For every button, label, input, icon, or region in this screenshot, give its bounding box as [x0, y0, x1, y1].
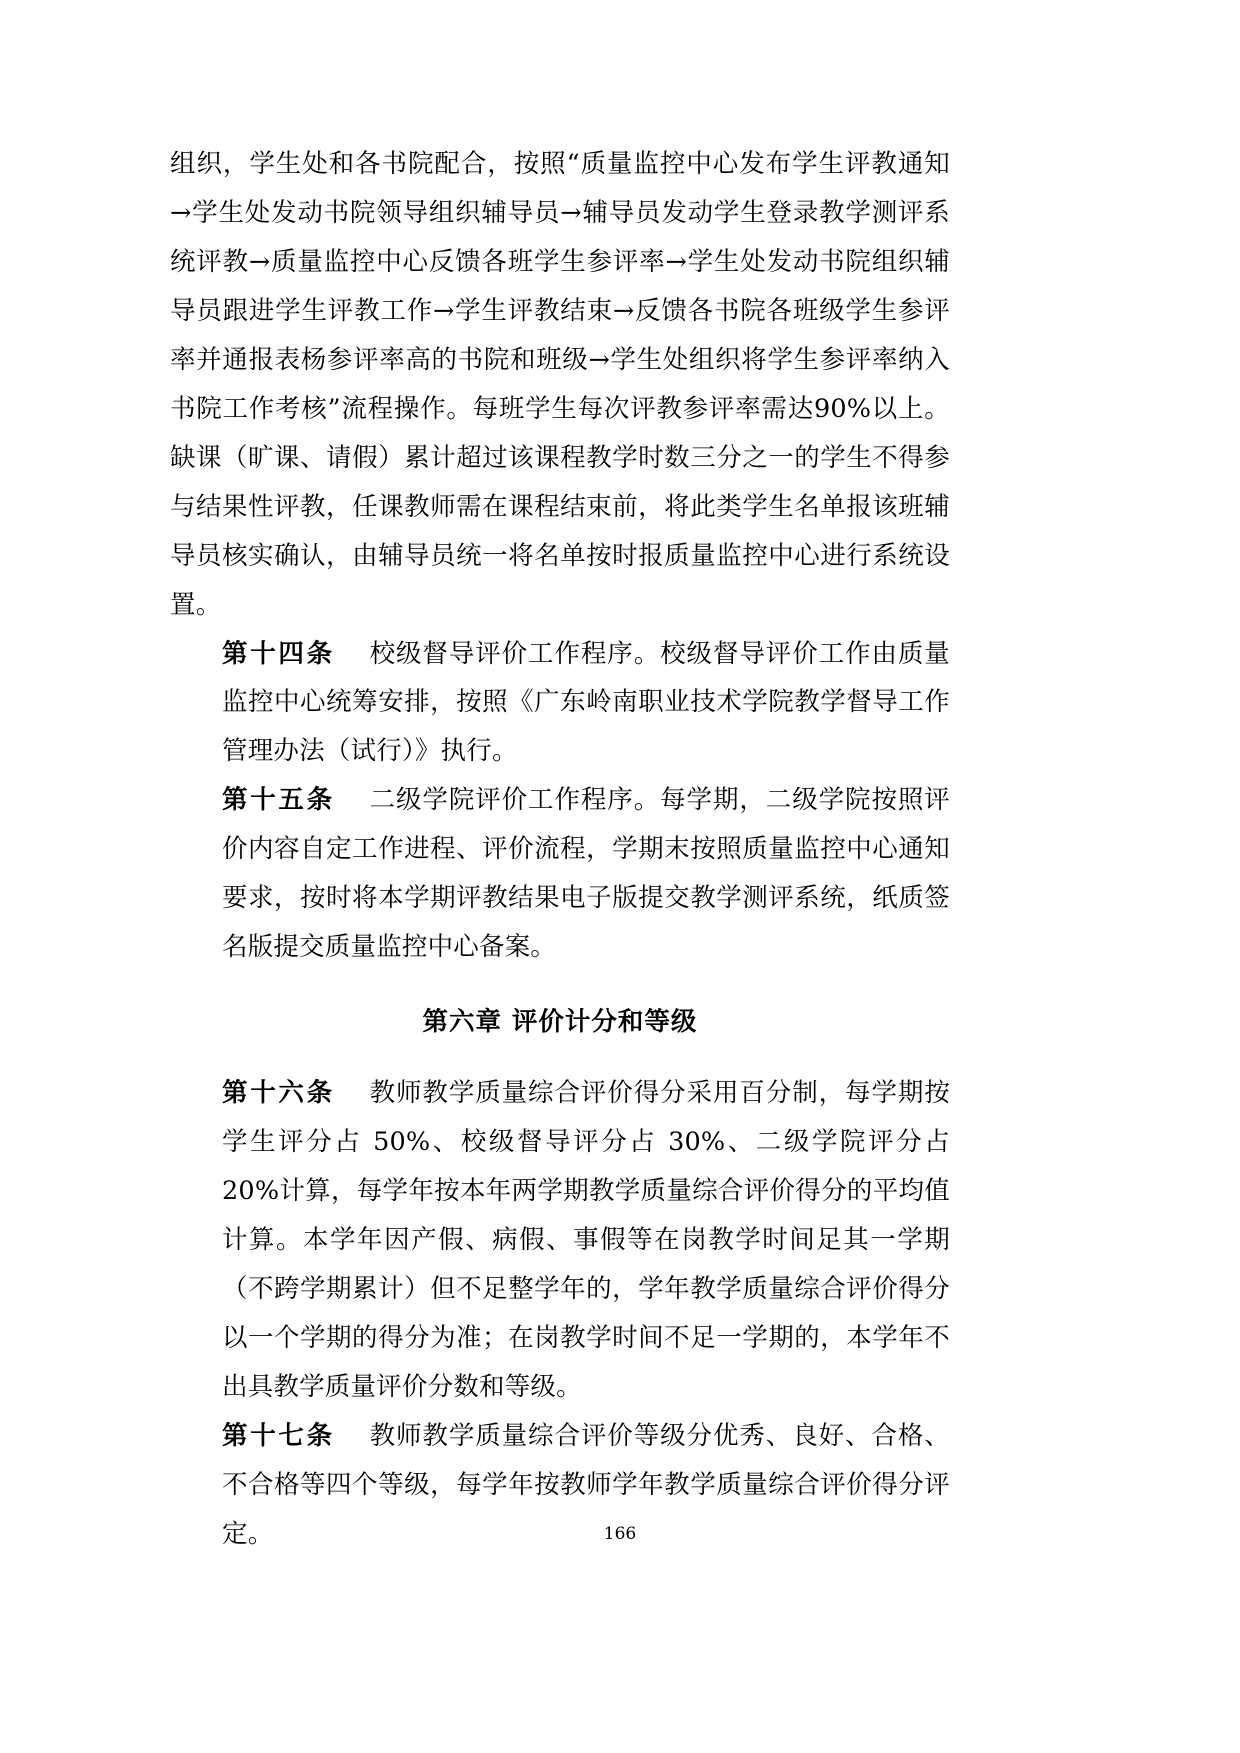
- page-number: 166: [603, 1524, 637, 1544]
- paragraph-text: 二级学院评价工作程序。每学期，二级学院按照评价内容自定工作进程、评价流程，学期末按照质量监控中心通知要求，按时将本学期评教结果电子版提交教学测评系统，纸质签名版提交质量监控中心备案。: [222, 785, 950, 963]
- paragraph-text: 教师教学质量综合评价等级分优秀、良好、合格、不合格等四个等级，每学年按教师学年教学质量综合评价得分评定。: [222, 1420, 950, 1549]
- article-label: 第十五条: [222, 785, 335, 816]
- article-sixteen: [170, 1069, 950, 1412]
- paragraph-text: 校级督导评价工作程序。校级督导评价工作由质量监控中心统筹安排，按照《广东岭南职业技术学院教学督导工作管理办法（试行）》执行。: [222, 638, 950, 767]
- article-label: 第十四条: [222, 638, 335, 669]
- article-label: 第十六条: [222, 1078, 335, 1109]
- paragraph-body: [170, 140, 950, 630]
- paragraph-text: 组织，学生处和各书院配合，按照“质量监控中心发布学生评教通知→学生处发动书院领导组织辅导员→辅导员发动学生登录教学测评系统评教→质量监控中心反馈各班学生参评率→学生处发动书院组织辅导员跟进学生评教工作→学生评教结束→反馈各书院各班级学生参评率并通报表杨参评率高的书院和班级→学生处组织将学生参评率纳入书院工作考核”流程操作。每班学生每次评教参评率需达90%以上。缺课（旷课、请假）累计超过该课程教学时数三分之一的学生不得参与结果性评教，任课教师需在课程结束前，将此类学生名单报该班辅导员核实确认，由辅导员统一将名单按时报质量监控中心进行系统设置。: [170, 149, 950, 620]
- article-fifteen: [170, 776, 950, 972]
- page-content: [170, 140, 950, 1559]
- chapter-heading: 第六章 评价计分和等级: [422, 1007, 698, 1038]
- paragraph-text: 教师教学质量综合评价得分采用百分制，每学期按学生评分占 50%、校级督导评分占 30%、二级学院评分占 20%计算，每学年按本年两学期教学质量综合评价得分的平均值计算。本学年因产假、病假、事假等在岗教学时间足其一学期（不跨学期累计）但不足整学年的，学年教学质量综合评价得分以一个学期的得分为准；在岗教学时间不足一学期的，本学年不出具教学质量评价分数和等级。: [222, 1078, 950, 1402]
- article-fourteen: [170, 630, 950, 777]
- article-label: 第十七条: [222, 1420, 335, 1451]
